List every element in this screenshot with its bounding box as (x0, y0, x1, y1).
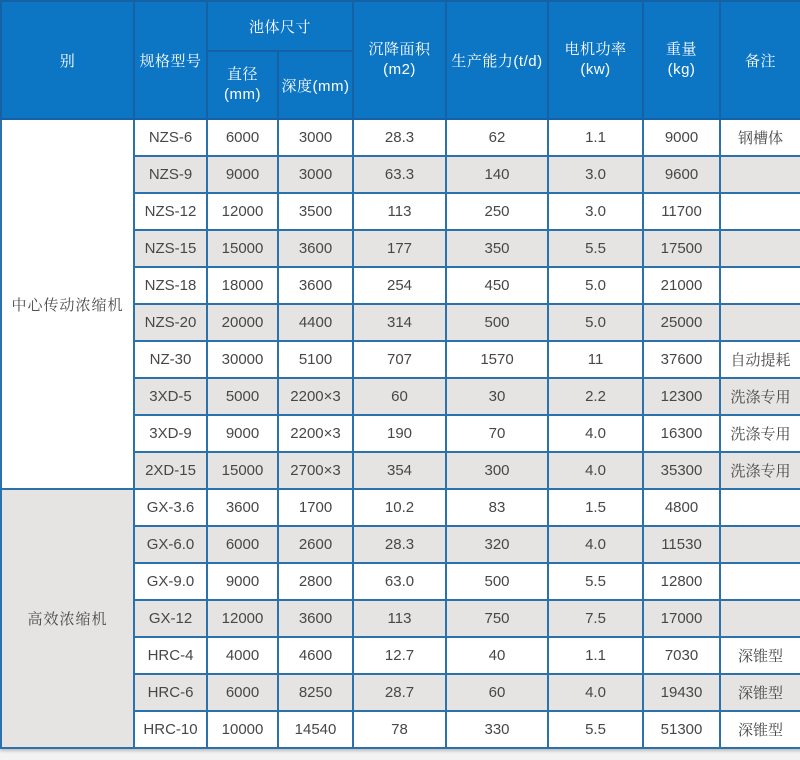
cell-power: 3.0 (548, 193, 643, 230)
cell-diameter: 12000 (207, 193, 278, 230)
cell-remark: 深锥型 (720, 674, 800, 711)
header-remark: 备注 (720, 1, 800, 119)
table-header (1, 1, 800, 119)
cell-depth: 2700×3 (278, 452, 353, 489)
cell-remark (720, 600, 800, 637)
cell-power: 5.5 (548, 563, 643, 600)
cell-area: 78 (353, 711, 446, 748)
cell-diameter: 20000 (207, 304, 278, 341)
cell-power: 3.0 (548, 156, 643, 193)
cell-capacity: 140 (446, 156, 548, 193)
cell-capacity: 70 (446, 415, 548, 452)
header-settling-area-line2: (m2) (383, 61, 416, 78)
cell-remark: 洗涤专用 (720, 452, 800, 489)
cell-model: 2XD-15 (134, 452, 207, 489)
cell-weight: 4800 (643, 489, 720, 526)
cell-remark (720, 489, 800, 526)
cell-weight: 51300 (643, 711, 720, 748)
cell-power: 7.5 (548, 600, 643, 637)
header-diameter (207, 51, 278, 119)
group-label: 高效浓缩机 (1, 489, 134, 748)
cell-model: GX-6.0 (134, 526, 207, 563)
cell-weight: 25000 (643, 304, 720, 341)
cell-area: 113 (353, 193, 446, 230)
header-diameter-line2: (mm) (224, 86, 261, 103)
cell-power: 4.0 (548, 674, 643, 711)
cell-area: 60 (353, 378, 446, 415)
cell-diameter: 5000 (207, 378, 278, 415)
cell-model: NZS-18 (134, 267, 207, 304)
cell-power: 11 (548, 341, 643, 378)
cell-diameter: 3600 (207, 489, 278, 526)
cell-model: NZS-9 (134, 156, 207, 193)
header-model: 规格型号 (134, 1, 207, 119)
cell-remark (720, 304, 800, 341)
cell-weight: 9000 (643, 119, 720, 156)
cell-model: 3XD-9 (134, 415, 207, 452)
cell-power: 5.0 (548, 267, 643, 304)
cell-remark (720, 563, 800, 600)
cell-depth: 3000 (278, 156, 353, 193)
cell-power: 5.0 (548, 304, 643, 341)
header-category: 别 (1, 1, 134, 119)
cell-diameter: 9000 (207, 156, 278, 193)
cell-power: 4.0 (548, 415, 643, 452)
cell-area: 28.7 (353, 674, 446, 711)
cell-capacity: 350 (446, 230, 548, 267)
cell-diameter: 10000 (207, 711, 278, 748)
cell-power: 5.5 (548, 230, 643, 267)
cell-weight: 35300 (643, 452, 720, 489)
cell-capacity: 60 (446, 674, 548, 711)
cell-area: 10.2 (353, 489, 446, 526)
cell-diameter: 9000 (207, 415, 278, 452)
cell-remark: 洗涤专用 (720, 415, 800, 452)
cell-power: 5.5 (548, 711, 643, 748)
cell-model: NZS-6 (134, 119, 207, 156)
cell-depth: 8250 (278, 674, 353, 711)
cell-model: NZ-30 (134, 341, 207, 378)
cell-weight: 12800 (643, 563, 720, 600)
cell-weight: 37600 (643, 341, 720, 378)
cell-area: 314 (353, 304, 446, 341)
cell-capacity: 250 (446, 193, 548, 230)
header-depth: 深度(mm) (278, 51, 353, 119)
cell-depth: 3600 (278, 600, 353, 637)
cell-depth: 5100 (278, 341, 353, 378)
header-settling-area (353, 1, 446, 119)
cell-model: NZS-12 (134, 193, 207, 230)
cell-diameter: 18000 (207, 267, 278, 304)
cell-weight: 16300 (643, 415, 720, 452)
cell-capacity: 320 (446, 526, 548, 563)
cell-model: 3XD-5 (134, 378, 207, 415)
cell-remark: 钢槽体 (720, 119, 800, 156)
header-diameter-line1: 直径 (226, 65, 258, 83)
cell-remark (720, 230, 800, 267)
header-motor-power (548, 1, 643, 119)
table-row (1, 119, 800, 156)
cell-depth: 2200×3 (278, 378, 353, 415)
cell-depth: 2800 (278, 563, 353, 600)
cell-power: 1.1 (548, 637, 643, 674)
cell-depth: 2200×3 (278, 415, 353, 452)
cell-remark (720, 156, 800, 193)
cell-area: 28.3 (353, 526, 446, 563)
cell-diameter: 4000 (207, 637, 278, 674)
cell-area: 254 (353, 267, 446, 304)
cell-weight: 11530 (643, 526, 720, 563)
cell-area: 63.0 (353, 563, 446, 600)
cell-area: 354 (353, 452, 446, 489)
header-motor-power-line2: (kw) (580, 61, 611, 78)
cell-area: 12.7 (353, 637, 446, 674)
cell-diameter: 30000 (207, 341, 278, 378)
header-capacity: 生产能力(t/d) (446, 1, 548, 119)
cell-power: 4.0 (548, 526, 643, 563)
cell-weight: 11700 (643, 193, 720, 230)
cell-model: HRC-4 (134, 637, 207, 674)
cell-capacity: 83 (446, 489, 548, 526)
cell-power: 2.2 (548, 378, 643, 415)
cell-depth: 3500 (278, 193, 353, 230)
cell-depth: 3600 (278, 230, 353, 267)
cell-capacity: 750 (446, 600, 548, 637)
cell-area: 190 (353, 415, 446, 452)
cell-weight: 17500 (643, 230, 720, 267)
cell-capacity: 40 (446, 637, 548, 674)
table-body (1, 119, 800, 748)
cell-remark (720, 193, 800, 230)
cell-model: NZS-20 (134, 304, 207, 341)
cell-weight: 12300 (643, 378, 720, 415)
cell-capacity: 500 (446, 563, 548, 600)
cell-depth: 4400 (278, 304, 353, 341)
header-weight-line1: 重量 (666, 40, 698, 58)
cell-remark: 自动提耗 (720, 341, 800, 378)
cell-remark (720, 526, 800, 563)
cell-depth: 1700 (278, 489, 353, 526)
cell-weight: 21000 (643, 267, 720, 304)
cell-depth: 2600 (278, 526, 353, 563)
group-label: 中心传动浓缩机 (1, 119, 134, 489)
cell-model: HRC-10 (134, 711, 207, 748)
cell-power: 1.5 (548, 489, 643, 526)
cell-capacity: 1570 (446, 341, 548, 378)
cell-diameter: 12000 (207, 600, 278, 637)
cell-capacity: 450 (446, 267, 548, 304)
cell-model: HRC-6 (134, 674, 207, 711)
cell-diameter: 6000 (207, 119, 278, 156)
cell-power: 1.1 (548, 119, 643, 156)
cell-area: 113 (353, 600, 446, 637)
cell-area: 63.3 (353, 156, 446, 193)
cell-capacity: 330 (446, 711, 548, 748)
cell-remark (720, 267, 800, 304)
cell-remark: 深锥型 (720, 711, 800, 748)
cell-model: NZS-15 (134, 230, 207, 267)
cell-diameter: 15000 (207, 230, 278, 267)
cell-diameter: 6000 (207, 526, 278, 563)
cell-area: 177 (353, 230, 446, 267)
cell-weight: 9600 (643, 156, 720, 193)
cell-remark: 洗涤专用 (720, 378, 800, 415)
header-settling-area-line1: 沉降面积 (368, 40, 431, 58)
cell-capacity: 62 (446, 119, 548, 156)
cell-depth: 3600 (278, 267, 353, 304)
cell-depth: 4600 (278, 637, 353, 674)
cell-depth: 14540 (278, 711, 353, 748)
cell-remark: 深锥型 (720, 637, 800, 674)
header-motor-power-line1: 电机功率 (564, 40, 627, 58)
cell-weight: 19430 (643, 674, 720, 711)
cell-area: 707 (353, 341, 446, 378)
cell-model: GX-3.6 (134, 489, 207, 526)
cell-weight: 7030 (643, 637, 720, 674)
table-row (1, 489, 800, 526)
cell-model: GX-9.0 (134, 563, 207, 600)
header-weight-line2: (kg) (667, 61, 696, 78)
cell-depth: 3000 (278, 119, 353, 156)
cell-diameter: 15000 (207, 452, 278, 489)
header-weight (643, 1, 720, 119)
cell-model: GX-12 (134, 600, 207, 637)
cell-capacity: 500 (446, 304, 548, 341)
cell-capacity: 30 (446, 378, 548, 415)
cell-area: 28.3 (353, 119, 446, 156)
cell-capacity: 300 (446, 452, 548, 489)
header-pool-size: 池体尺寸 (207, 1, 353, 51)
cell-weight: 17000 (643, 600, 720, 637)
cell-diameter: 9000 (207, 563, 278, 600)
cell-diameter: 6000 (207, 674, 278, 711)
cell-power: 4.0 (548, 452, 643, 489)
